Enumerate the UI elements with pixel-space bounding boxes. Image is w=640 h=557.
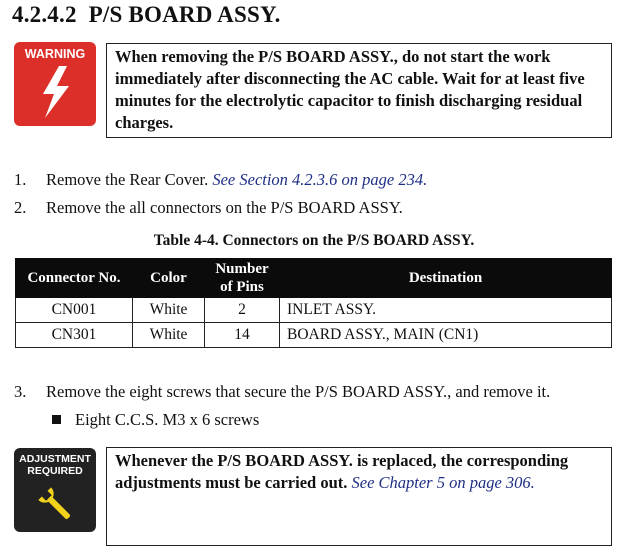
chapter-link[interactable]: See Chapter 5 on page 306. [351,473,535,492]
adjustment-label [14,453,96,477]
step-text: Remove the all connectors on the P/S BOARD ASSY. [46,198,403,217]
wrench-icon [36,485,76,525]
table-cell: BOARD ASSY., MAIN (CN1) [280,323,612,348]
lightning-bolt-icon [35,66,75,118]
step-2 [14,198,403,218]
step-number: 1. [14,170,27,189]
section-heading [12,2,281,28]
column-header: Connector No. [16,259,133,298]
substep-item [52,410,259,430]
table-row [16,323,612,348]
adjustment-box [106,447,612,546]
adjustment-text [115,450,603,494]
step-text: Remove the eight screws that secure the P/S BOARD ASSY., and remove it. [46,382,551,401]
step-1 [14,170,427,190]
square-bullet-icon [52,415,61,424]
adjustment-message: Whenever the P/S BOARD ASSY. is replaced, the corresponding adjustments must be carried out. [115,451,569,492]
warning-badge [14,42,96,126]
column-header: Number of Pins [205,259,280,298]
column-header: Color [133,259,205,298]
section-number: 4.2.4.2 [12,2,77,27]
step-number: 3. [14,382,27,401]
warning-label: WARNING [24,47,86,61]
table-caption: Table 4-4. Connectors on the P/S BOARD ASSY. [153,232,475,249]
warning-text: When removing the P/S BOARD ASSY., do not start the work immediately after disconnecting the AC cable. Wait for at least five minutes for the electrolytic capacitor to finish discharging residual charges. [115,47,585,132]
column-header: Destination [280,259,612,298]
table-row [16,298,612,323]
adjustment-label-line2: REQUIRED [27,465,83,477]
connector-table [15,258,612,348]
step-text: Remove the Rear Cover. [46,170,213,189]
section-link[interactable]: See Section 4.2.3.6 on page 234. [212,170,428,189]
table-cell: White [133,298,205,323]
table-header-row [16,259,612,298]
warning-box [106,43,612,138]
table-cell: CN001 [16,298,133,323]
table-cell: 2 [205,298,280,323]
table-cell: CN301 [16,323,133,348]
section-title: P/S BOARD ASSY. [88,2,281,27]
step-3 [14,382,550,402]
table-cell: INLET ASSY. [280,298,612,323]
adjustment-badge [14,448,96,532]
table-cell: 14 [205,323,280,348]
step-number: 2. [14,198,27,217]
adjustment-label-line1: ADJUSTMENT [19,453,91,465]
substep-text: Eight C.C.S. M3 x 6 screws [75,410,260,429]
table-cell: White [133,323,205,348]
